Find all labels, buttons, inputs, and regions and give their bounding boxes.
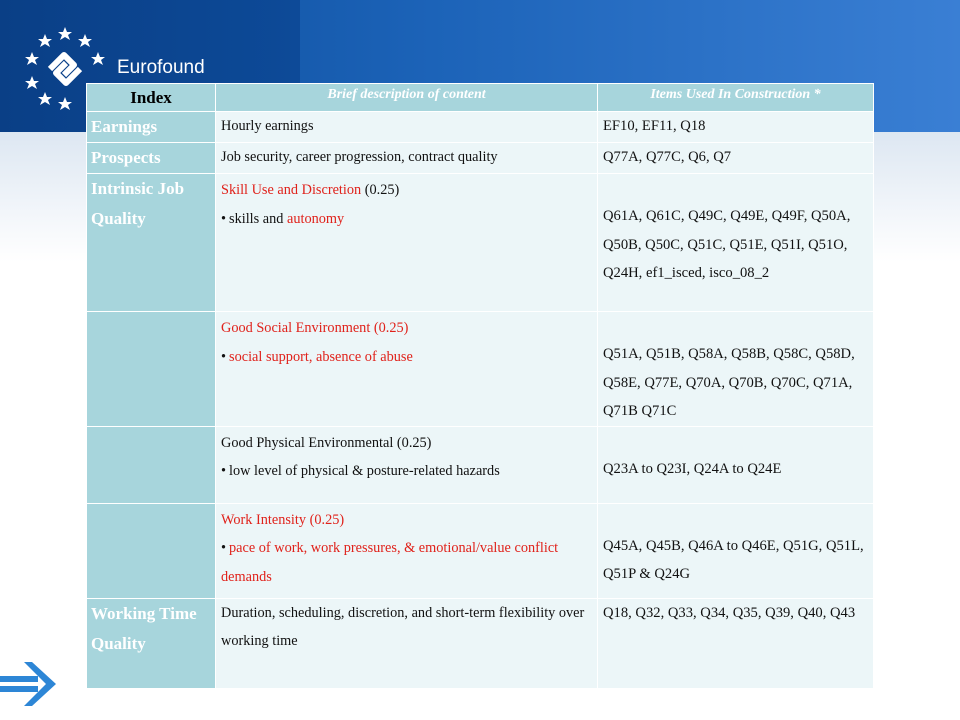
sub-index-title: Good Social Environment (0.25): [221, 320, 409, 336]
index-cell: Intrinsic Job Quality: [87, 174, 216, 312]
items-text: Q23A to Q23I, Q24A to Q24E: [603, 460, 782, 477]
arrow-right-icon: [0, 658, 60, 708]
sub-index-title: Work Intensity (0.25): [221, 511, 345, 528]
header-description: Brief description of content: [216, 84, 598, 112]
description-cell: [216, 426, 598, 503]
bullet-item: • social support, absence of abuse: [221, 343, 593, 372]
description-cell: [216, 174, 598, 312]
sub-index-title: [221, 176, 593, 205]
header-items: Items Used In Construction *: [598, 84, 874, 112]
sub-index-weight: (0.25): [364, 182, 400, 198]
bullet-text-highlight: autonomy: [287, 210, 345, 227]
items-cell: [598, 174, 874, 312]
table-row: [87, 143, 874, 174]
items-cell: EF10, EF11, Q18: [598, 112, 874, 143]
table-row: [87, 112, 874, 143]
bullet-item: [221, 205, 593, 234]
table-row: [87, 598, 874, 688]
table-row: [87, 503, 874, 598]
items-cell: Q77A, Q77C, Q6, Q7: [598, 143, 874, 174]
bullet-item: • pace of work, work pressures, & emotional/value conflict demands: [221, 534, 593, 591]
description-cell: Duration, scheduling, discretion, and short-term flexibility over working time: [216, 598, 598, 688]
items-cell: [598, 503, 874, 598]
index-cell: Earnings: [87, 112, 216, 143]
items-text: Q61A, Q61C, Q49C, Q49E, Q49F, Q50A, Q50B, Q50C, Q51C, Q51E, Q51I, Q51O, Q24H, ef1_isced, isco_08_2: [603, 208, 851, 281]
brand-name: Eurofound: [117, 57, 205, 78]
bullet-text: skills and: [229, 210, 284, 227]
table-row: [87, 174, 874, 312]
job-quality-index-table: [86, 83, 874, 689]
items-text: Q51A, Q51B, Q58A, Q58B, Q58C, Q58D, Q58E, Q77E, Q70A, Q70B, Q70C, Q71A, Q71B Q71C: [603, 346, 855, 419]
items-text: Q45A, Q45B, Q46A to Q46E, Q51G, Q51L, Q51P & Q24G: [603, 537, 864, 582]
sub-index-title: Good Physical Environmental (0.25): [221, 434, 432, 451]
description-cell: Job security, career progression, contract quality: [216, 143, 598, 174]
index-cell: [87, 312, 216, 427]
index-cell: Prospects: [87, 143, 216, 174]
header-index: Index: [87, 84, 216, 112]
items-cell: Q18, Q32, Q33, Q34, Q35, Q39, Q40, Q43: [598, 598, 874, 688]
description-cell: [216, 503, 598, 598]
table-row: [87, 312, 874, 427]
bullet-item: • low level of physical & posture-related hazards: [221, 457, 593, 486]
table-row: [87, 426, 874, 503]
sub-index-title-text: Skill Use and Discretion: [221, 182, 362, 198]
description-cell: Hourly earnings: [216, 112, 598, 143]
items-cell: [598, 312, 874, 427]
table-header-row: [87, 84, 874, 112]
index-cell: [87, 503, 216, 598]
index-cell: [87, 426, 216, 503]
items-cell: [598, 426, 874, 503]
index-cell: Working Time Quality: [87, 598, 216, 688]
description-cell: [216, 312, 598, 427]
